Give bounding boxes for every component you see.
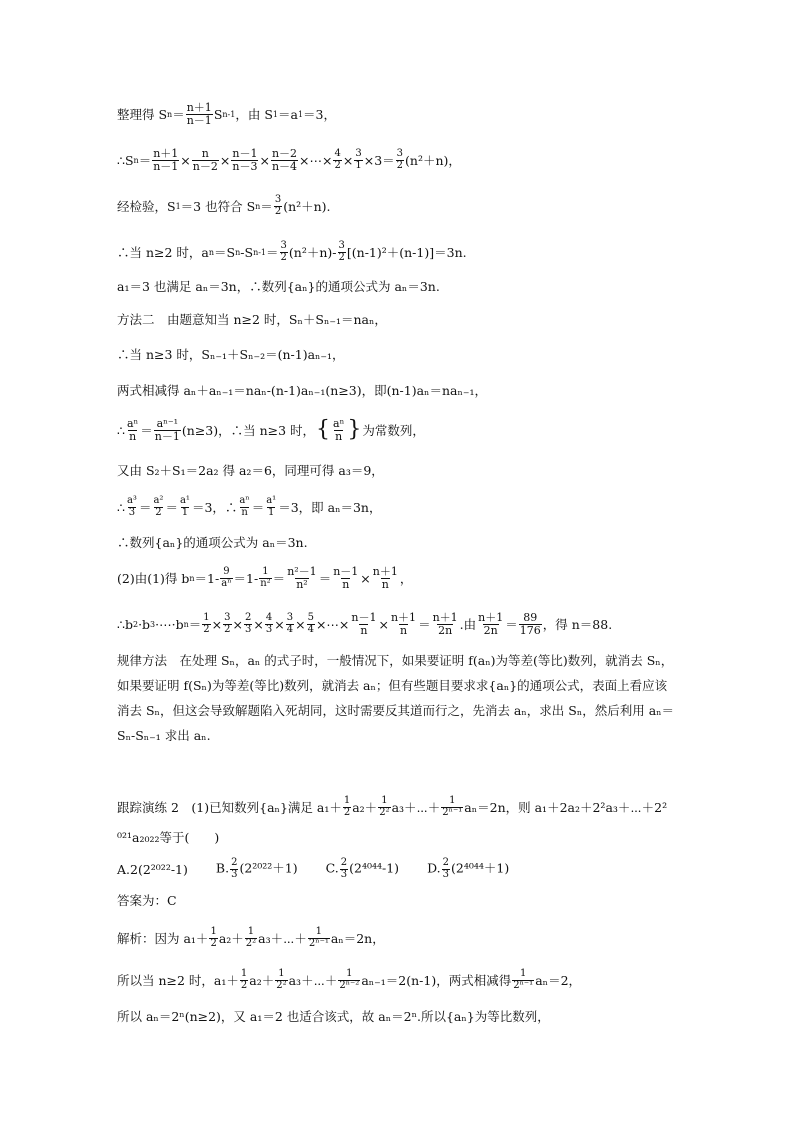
fraction: $\frac{n+1}{n-1}$: [153, 146, 179, 173]
text-line-12: ∴数列{aₙ}的通项公式为 aₙ＝3n.: [117, 535, 308, 550]
text-line-8: 两式相减得 aₙ＋aₙ₋₁＝naₙ-(n-1)aₙ₋₁(n≥3)，即(n-1)aₙ＝naₙ₋₁，: [117, 383, 487, 398]
rule-method-paragraph: 规律方法 在处理 Sₙ，aₙ 的式子时，一般情况下，如果要证明 f(aₙ)为等差(等比)数列，就消去 Sₙ，如果要证明 f(Sₙ)为等差(等比)数列，就消去 aₙ；但有些题目要求求{aₙ}的通项公式，表面上看应该消去 Sₙ，但这会导致解题陷入死胡同，这时需要反其道而行之，先消去 aₙ，求出 Sₙ，然后利用 aₙ＝Sₙ-Sₙ₋₁ 求出 aₙ.: [117, 653, 675, 743]
fraction: $\frac{1}{\text{n²}}$: [260, 566, 271, 589]
fraction: $\frac{\text{aⁿ}}{n}$: [126, 416, 139, 443]
formula-line-11: ∴ $\frac{\text{a³}}{3}$ ＝ $\frac{\text{a²}}{2}$ ＝ $\frac{\text{a¹}}{1}$ ＝3，∴ $\frac{\text{aⁿ}}{n}$ ＝ $\frac{\text{a¹}}{1}$ ＝3，即 aₙ＝3n，: [117, 495, 382, 518]
fraction: $\frac{\text{aⁿ}}{n}$: [239, 495, 250, 518]
text-line-6: 方法二 由题意知当 n≥2 时，Sₙ＋Sₙ₋₁＝naₙ，: [117, 312, 387, 327]
fraction: $\frac{\text{a¹}}{1}$: [179, 495, 190, 518]
fraction: $\frac{n+1}{n-1}$: [186, 100, 212, 127]
fraction: $\frac{9}{\text{aⁿ}}$: [221, 566, 232, 589]
fraction: $\frac{n}{n-2}$: [192, 146, 218, 173]
text-line-5: a₁＝3 也满足 aₙ＝3n，∴数列{aₙ}的通项公式为 aₙ＝3n.: [117, 279, 440, 294]
fraction: $\frac{n-1}{n}$: [333, 564, 359, 591]
option-c: C. $\frac{2}{3}$ (2⁴⁰⁴⁴-1): [325, 857, 400, 880]
fraction: $\frac{\text{a²}}{2}$: [153, 495, 164, 518]
fraction: $\frac{\text{aⁿ}}{n}$: [333, 416, 345, 443]
analysis-line-3: 所以 aₙ＝2ⁿ(n≥2)，又 a₁＝2 也适合该式，故 aₙ＝2ⁿ.所以{aₙ}为等比数列，: [117, 1009, 550, 1024]
fraction: $\frac{3}{2}$: [396, 148, 404, 171]
formula-line-1: 整理得 S n ＝ $\frac{n+1}{n-1}$ S n-1 ，由 S 1 ＝a 1 ＝3，: [117, 100, 336, 127]
text-line-7: ∴当 n≥3 时，Sₙ₋₁＋Sₙ₋₂＝(n-1)aₙ₋₁，: [117, 347, 345, 362]
formula-line-3: 经检验，S 1 ＝3 也符合 S n ＝ $\frac{3}{2}$ (n²＋n).: [117, 194, 331, 217]
option-b: B. $\frac{2}{3}$ (2²⁰²²＋1): [215, 857, 298, 880]
formula-line-4: ∴当 n≥2 时，a n ＝S n -S n-1 ＝ $\frac{3}{2}$ (n²＋n)- $\frac{3}{2}$ [(n-1)²＋(n-1)]＝3n.: [117, 240, 467, 263]
text: 整理得 S: [117, 107, 168, 122]
analysis-line-1: 解析：因为 a₁＋ $\frac{1}{2}$ a₂＋ $\frac{1}{\text{2²}}$ a₃＋⋯＋ $\frac{1}{\text{2ⁿ⁻¹}}$ aₙ＝2n，: [117, 926, 385, 949]
fraction: $\frac{3}{2}$: [280, 240, 287, 263]
fraction: $\frac{3}{2}$: [338, 240, 345, 263]
fraction: $\frac{n+1}{n}$: [372, 564, 398, 591]
formula-line-9: ∴ $\frac{\text{aⁿ}}{n}$ ＝ $\frac{\text{aⁿ⁻¹}}{n-1}$ (n≥3)，∴当 n≥3 时， { $\frac{\text{aⁿ}}{n}$ } 为常数列，: [117, 416, 425, 443]
option-a: A.2(2²⁰²²-1): [117, 861, 188, 877]
answer-line: 答案为：C: [117, 893, 177, 908]
fraction: $\frac{\text{aⁿ⁻¹}}{n-1}$: [154, 416, 180, 443]
formula-line-14: ∴b 2 ·b 3 ·⋯·b n ＝ $\frac{1}{2}$ × $\frac{3}{2}$ × $\frac{2}{3}$ × $\frac{4}{3}$ × $\frac{3}{4}$ × $\frac{5}{4}$ ×⋯× $\frac{n-1}{n}$ × $\frac{n+1}{n}$ ＝ $\frac{n+1}{2n}$ .由 $\frac{n+1}{2n}$ ＝ $\frac{89}{176}$ ，得 n＝88.: [117, 610, 613, 637]
text-line-10: 又由 S₂＋S₁＝2a₂ 得 a₂＝6，同理可得 a₃＝9，: [117, 463, 384, 478]
fraction: $\frac{\text{n²－1}}{\text{n²}}$: [287, 564, 317, 591]
fraction: $\frac{n-1}{n-3}$: [232, 146, 258, 173]
fraction: $\frac{3}{2}$: [274, 194, 282, 217]
fraction: $\frac{\text{a³}}{3}$: [126, 495, 137, 518]
fraction: $\frac{4}{2}$: [334, 148, 341, 171]
fraction: $\frac{\text{a¹}}{1}$: [266, 495, 277, 518]
formula-line-13: (2)由(1)得 b n ＝1- $\frac{9}{\text{aⁿ}}$ ＝1- $\frac{1}{\text{n²}}$ ＝ $\frac{\text{n²－1}}{\text{n²}}$ ＝ $\frac{n-1}{n}$ × $\frac{n+1}{n}$ ，: [117, 564, 413, 591]
option-d: D. $\frac{2}{3}$ (2⁴⁰⁴⁴＋1): [427, 857, 510, 880]
fraction: $\frac{n-2}{n-4}$: [271, 146, 298, 173]
formula-line-2: ∴S n ＝ $\frac{n+1}{n-1}$ × $\frac{n}{n-2}$ × $\frac{n-1}{n-3}$ × $\frac{n-2}{n-4}$ ×⋯× $\frac{4}{2}$ × $\frac{3}{1}$ ×3＝ $\frac{3}{2}$ (n²＋n)，: [117, 146, 461, 173]
fraction: $\frac{3}{1}$: [355, 148, 362, 171]
analysis-line-2: 所以当 n≥2 时，a₁＋ $\frac{1}{2}$ a₂＋ $\frac{1}{\text{2²}}$ a₃＋⋯＋ $\frac{1}{\text{2ⁿ⁻²}}$ aₙ₋₁＝2(n-1)，两式相减得 $\frac{1}{\text{2ⁿ⁻¹}}$ aₙ＝2，: [117, 968, 582, 991]
exercise-line-2: ⁰²¹a₂₀₂₂等于( ): [117, 830, 220, 845]
exercise-line-1: 跟踪演练 2 (1)已知数列{aₙ}满足 a₁＋ $\frac{1}{2}$ a₂＋ $\frac{1}{\text{2²}}$ a₃＋⋯＋ $\frac{1}{\text{2ⁿ⁻¹}}$ aₙ＝2n，则 a₁＋2a₂＋2²a₃＋⋯＋2²: [117, 795, 668, 818]
